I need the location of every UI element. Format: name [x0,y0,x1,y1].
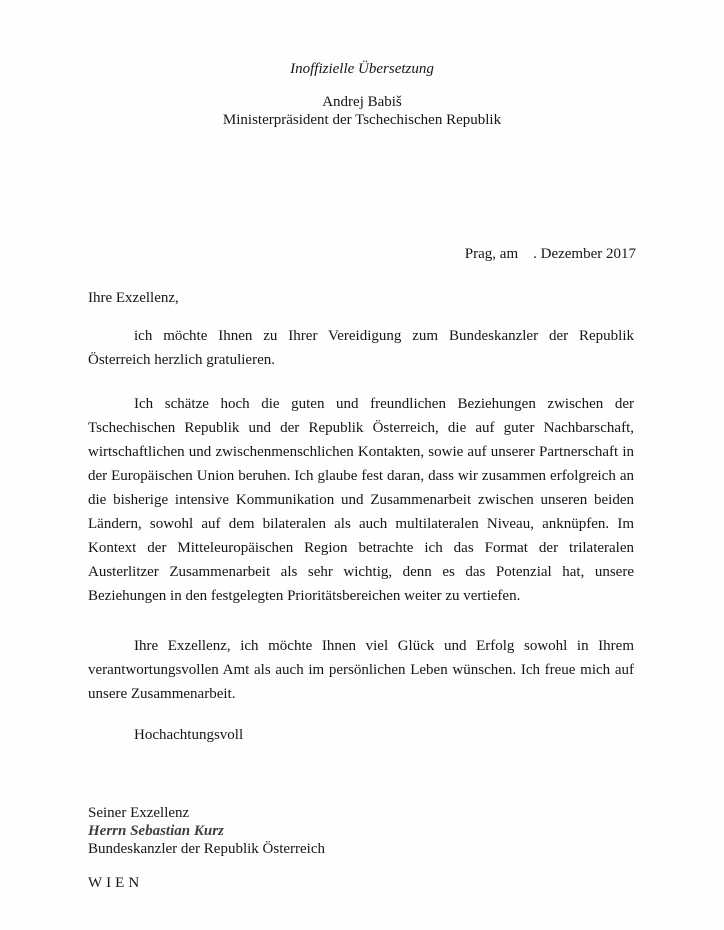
closing-formula: Hochachtungsvoll [134,727,244,743]
recipient-honorific: Seiner Exzellenz [88,805,190,821]
sender-title: Ministerpräsident der Tschechischen Republik [222,112,502,128]
letter-paragraph-1: ich möchte Ihnen zu Ihrer Vereidigung zum Bundeskanzler der Republik Österreich herzlich gratulieren. [88,328,634,368]
letter-paragraph-3: Ihre Exzellenz, ich möchte Ihnen viel Glück und Erfolg sowohl in Ihrem verantwortungsvollen Amt als auch im persönlichen Leben wünschen. Ich freue mich auf unsere Zusammenarbeit. [88,638,634,702]
translation-note: Inoffizielle Übersetzung [290,61,434,77]
letter-paragraph-2: Ich schätze hoch die guten und freundlichen Beziehungen zwischen der Tschechischen Republik und der Republik Österreich, die auf guter Nachbarschaft, wirtschaftlichen und zwischenmenschlichen Kontakten, sowie auf unserer Partnerschaft in der Europäischen Union beruhen. Ich glaube fest daran, dass wir zusammen erfolgreich an die bisherige intensive Kommunikation und Zusammenarbeit zwischen unseren beiden Ländern, sowohl auf dem bilateralen als auch multilateralen Niveau, anknüpfen. Im Kontext der Mitteleuropäischen Region betrachte ich das Format der trilateralen Austerlitzer Zusammenarbeit als sehr wichtig, denn es das Potenzial hat, unsere Beziehungen in den festgelegten Prioritätsbereichen weiter zu vertiefen. [88,396,634,604]
recipient-name: Herrn Sebastian Kurz [88,823,224,839]
date-line: Prag, am . Dezember 2017 [464,246,636,262]
recipient-title: Bundeskanzler der Republik Österreich [88,841,326,857]
recipient-city: WIEN [88,875,144,891]
salutation: Ihre Exzellenz, [88,290,179,306]
recipient-address [88,804,325,858]
sender-name: Andrej Babiš [322,94,402,110]
